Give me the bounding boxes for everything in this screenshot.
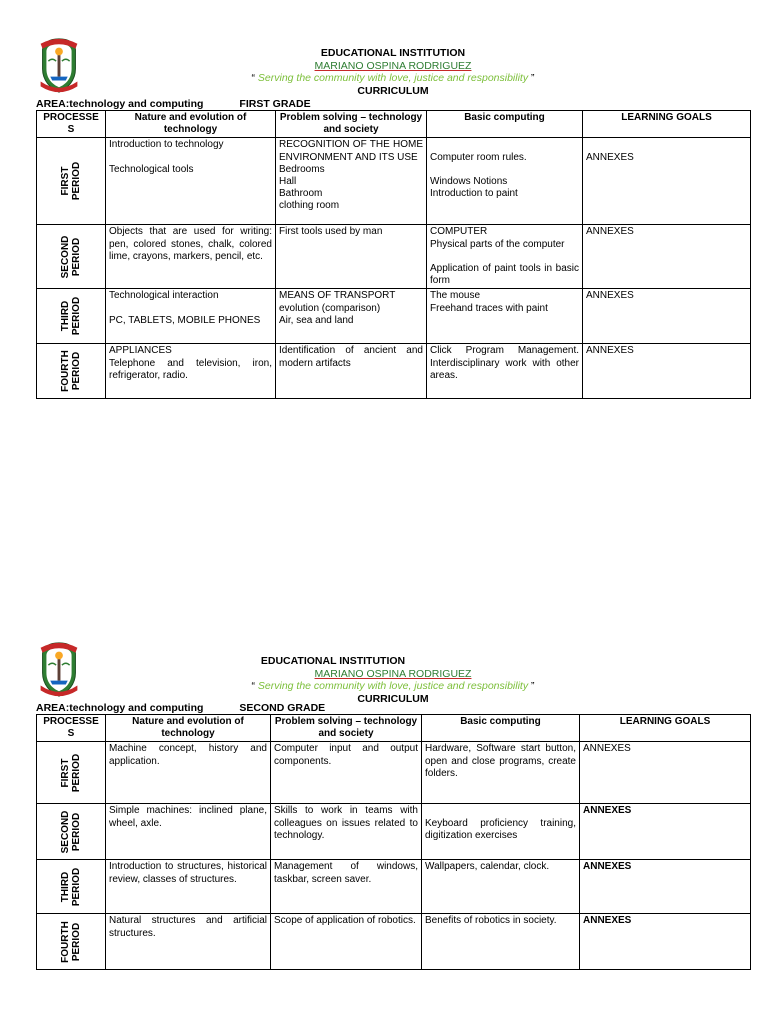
nature-cell: [106, 860, 271, 914]
area-label: AREA:technology and computing: [36, 98, 204, 110]
period-cell: [37, 225, 106, 289]
cell-line: ANNEXES: [583, 805, 632, 817]
curriculum-title: CURRICULUM: [357, 84, 429, 97]
problem-cell: [271, 860, 422, 914]
cell-line: Introduction to structures, historical review, classes of structures.: [109, 861, 267, 885]
school-motto: Serving the community with love, justice and responsibility: [257, 72, 529, 84]
motto-close-quote: ”: [531, 72, 535, 84]
problem-cell: [276, 289, 427, 344]
table-row: [37, 860, 751, 914]
school-motto-line: [36, 680, 750, 693]
school-name: MARIANO OSPINA RODRIGUEZ: [314, 59, 472, 72]
period-label: FOURTH PERIOD: [60, 921, 82, 963]
institution-title: EDUCATIONAL INSTITUTION: [320, 47, 466, 59]
cell-line: Keyboard proficiency training, digitization exercises: [425, 817, 576, 841]
table-row: [37, 804, 751, 860]
nature-cell: [106, 344, 276, 399]
cell-line: ANNEXES: [583, 915, 632, 927]
period-label: SECOND PERIOD: [60, 810, 82, 854]
cell-line: Bathroom: [279, 188, 323, 200]
table-row: [37, 742, 751, 804]
goals-cell: [580, 804, 751, 860]
computing-cell: [422, 804, 580, 860]
period-label: THIRD PERIOD: [60, 867, 82, 907]
motto-open-quote: “: [251, 680, 255, 692]
goals-cell: [583, 138, 751, 225]
problem-cell: [271, 742, 422, 804]
cell-line: ANNEXES: [583, 743, 631, 755]
cell-line: ANNEXES: [583, 861, 632, 873]
goals-cell: [583, 225, 751, 289]
computing-cell: [422, 914, 580, 970]
cell-line: Telephone and television, iron, refrigerator, radio.: [109, 357, 272, 381]
column-header-basic-computing: Basic computing: [422, 715, 580, 742]
period-label: THIRD PERIOD: [60, 297, 82, 336]
page-header: [36, 640, 750, 705]
problem-cell: [276, 138, 427, 225]
table-row: [37, 914, 751, 970]
cell-line: Freehand traces with paint: [430, 302, 548, 314]
cell-line: Simple machines: inclined plane, wheel, axle.: [109, 805, 267, 829]
cell-line: ANNEXES: [586, 151, 634, 163]
cell-line: COMPUTER: [430, 226, 488, 238]
cell-line: Application of paint tools in basic form: [430, 263, 579, 287]
problem-cell: [276, 344, 427, 399]
curriculum-title: CURRICULUM: [357, 692, 429, 705]
area-line: [36, 98, 750, 110]
cell-line: The mouse: [430, 290, 481, 302]
table-row: [37, 225, 751, 289]
computing-cell: [427, 289, 583, 344]
curriculum-page-second-grade: [36, 640, 750, 970]
cell-line: PC, TABLETS, MOBILE PHONES: [109, 314, 261, 326]
cell-line: Computer input and output components.: [274, 743, 418, 767]
curriculum-table: [36, 714, 751, 970]
cell-line: Introduction to paint: [430, 188, 518, 200]
column-header-processes: PROCESSE S: [37, 715, 106, 742]
cell-line: Hall: [279, 176, 297, 188]
goals-cell: [580, 742, 751, 804]
table-row: [37, 344, 751, 399]
cell-line: Windows Notions: [430, 175, 508, 187]
column-header-learning-goals: LEARNING GOALS: [580, 715, 751, 742]
period-cell: [37, 742, 106, 804]
cell-line: Management of windows, taskbar, screen saver.: [274, 861, 418, 885]
cell-line: Introduction to technology: [109, 139, 224, 151]
cell-line: [586, 139, 747, 151]
header-text: [36, 47, 750, 97]
goals-cell: [583, 344, 751, 399]
cell-line: ANNEXES: [586, 345, 634, 357]
cell-line: Air, sea and land: [279, 314, 354, 326]
nature-cell: [106, 289, 276, 344]
cell-line: ANNEXES: [586, 290, 634, 302]
area-label: AREA:technology and computing: [36, 702, 204, 714]
table-header-row: [37, 715, 751, 742]
cell-line: Wallpapers, calendar, clock.: [425, 861, 550, 873]
column-header-nature: Nature and evolution of technology: [106, 715, 271, 742]
school-motto: Serving the community with love, justice and responsibility: [257, 680, 529, 692]
school-name: MARIANO OSPINA RODRIGUEZ: [314, 667, 472, 680]
period-cell: [37, 914, 106, 970]
period-cell: [37, 344, 106, 399]
cell-line: Click Program Management. Interdisciplinary work with other areas.: [430, 345, 579, 381]
computing-cell: [422, 742, 580, 804]
curriculum-page-first-grade: [36, 36, 750, 399]
cell-line: Hardware, Software start button, open and close programs, create folders.: [425, 743, 576, 779]
cell-line: Natural structures and artificial structures.: [109, 915, 267, 939]
goals-cell: [580, 914, 751, 970]
cell-line: RECOGNITION OF THE HOME ENVIRONMENT AND ITS USE: [279, 139, 423, 163]
column-header-basic-computing: Basic computing: [427, 111, 583, 138]
period-cell: [37, 138, 106, 225]
cell-line: MEANS OF TRANSPORT: [279, 290, 396, 302]
period-label: SECOND PERIOD: [60, 235, 82, 279]
period-cell: [37, 289, 106, 344]
computing-cell: [427, 344, 583, 399]
page-header: [36, 36, 750, 98]
cell-line: Objects that are used for writing: pen, colored stones, chalk, colored lime, crayons, markers, pencil, etc.: [109, 226, 272, 262]
period-cell: [37, 804, 106, 860]
cell-line: Scope of application of robotics.: [274, 915, 416, 927]
goals-cell: [580, 860, 751, 914]
cell-line: clothing room: [279, 200, 340, 212]
column-header-processes: PROCESSE S: [37, 111, 106, 138]
nature-cell: [106, 914, 271, 970]
column-header-problem-solving: Problem solving – technology and society: [271, 715, 422, 742]
cell-line: [109, 152, 272, 164]
computing-cell: [427, 225, 583, 289]
cell-line: [430, 164, 579, 176]
goals-cell: [583, 289, 751, 344]
problem-cell: [276, 225, 427, 289]
motto-close-quote: ”: [531, 680, 535, 692]
cell-line: Skills to work in teams with colleagues on issues related to technology.: [274, 805, 418, 841]
period-cell: [37, 860, 106, 914]
nature-cell: [106, 742, 271, 804]
curriculum-table: [36, 110, 751, 399]
cell-line: ANNEXES: [586, 226, 634, 238]
cell-line: Identification of ancient and modern artifacts: [279, 345, 423, 369]
table-row: [37, 289, 751, 344]
cell-line: [425, 805, 576, 817]
nature-cell: [106, 138, 276, 225]
motto-open-quote: “: [251, 72, 255, 84]
cell-line: Machine concept, history and application.: [109, 743, 267, 767]
period-label: FIRST PERIOD: [60, 753, 82, 793]
cell-line: [430, 139, 579, 151]
cell-line: [430, 251, 579, 263]
problem-cell: [271, 804, 422, 860]
period-label: FIRST PERIOD: [60, 162, 82, 201]
cell-line: Benefits of robotics in society.: [425, 915, 557, 927]
computing-cell: [422, 860, 580, 914]
school-motto-line: [36, 72, 750, 85]
column-header-nature: Nature and evolution of technology: [106, 111, 276, 138]
cell-line: Physical parts of the computer: [430, 238, 565, 250]
cell-line: Computer room rules.: [430, 151, 527, 163]
nature-cell: [106, 804, 271, 860]
cell-line: APPLIANCES: [109, 345, 172, 357]
grade-label: SECOND GRADE: [239, 702, 326, 714]
grade-label: FIRST GRADE: [239, 98, 311, 110]
cell-line: Technological interaction: [109, 290, 219, 302]
header-text: [36, 655, 750, 705]
period-label: FOURTH PERIOD: [60, 350, 82, 393]
problem-cell: [271, 914, 422, 970]
column-header-learning-goals: LEARNING GOALS: [583, 111, 751, 138]
cell-line: First tools used by man: [279, 226, 383, 238]
cell-line: evolution (comparison): [279, 302, 381, 314]
institution-title: EDUCATIONAL INSTITUTION: [260, 655, 406, 667]
column-header-problem-solving: Problem solving – technology and society: [276, 111, 427, 138]
table-row: [37, 138, 751, 225]
cell-line: Technological tools: [109, 163, 194, 175]
cell-line: [109, 303, 272, 315]
nature-cell: [106, 225, 276, 289]
computing-cell: [427, 138, 583, 225]
table-header-row: [37, 111, 751, 138]
cell-line: Bedrooms: [279, 163, 325, 175]
